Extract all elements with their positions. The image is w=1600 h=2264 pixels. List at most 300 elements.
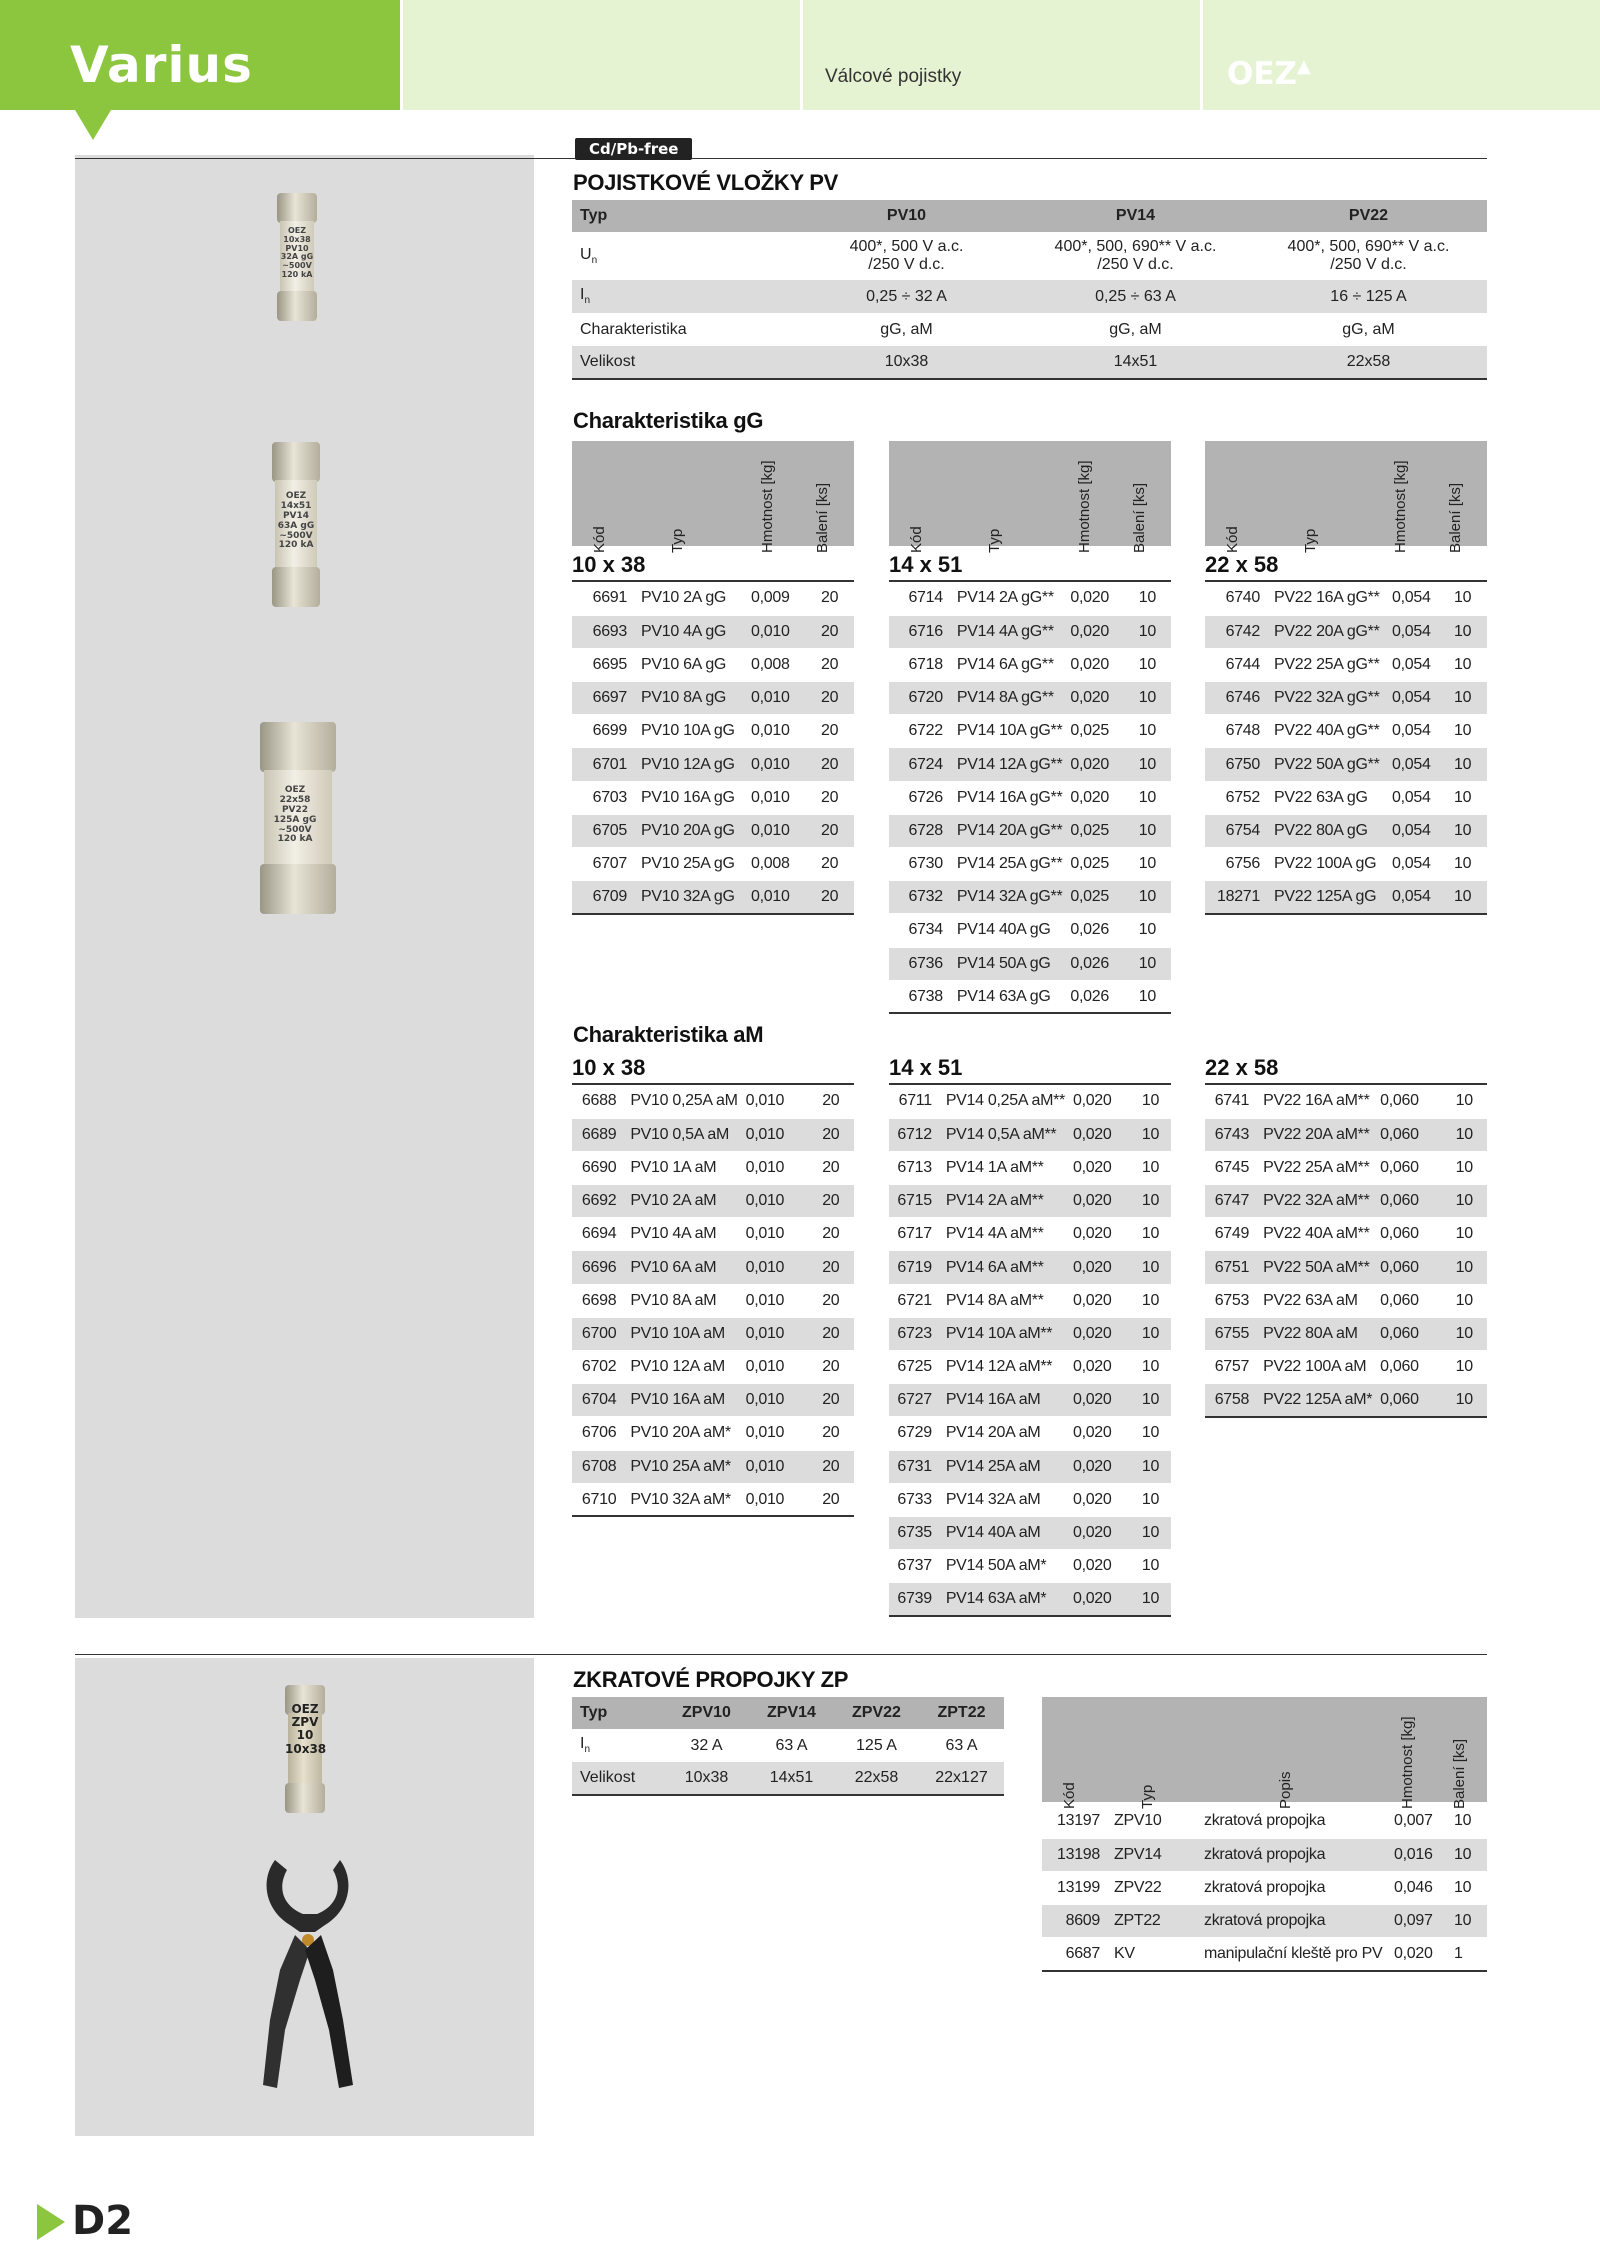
table-cell: 6729 <box>889 1417 942 1450</box>
table-cell: 6719 <box>889 1251 942 1284</box>
column-header-hmot: Hmotnost [kg] <box>1399 1716 1416 1809</box>
table-cell: 20 <box>818 1151 854 1184</box>
table-cell: 6718 <box>889 648 953 681</box>
spec-row <box>572 280 1487 313</box>
table-cell: 6711 <box>889 1085 942 1118</box>
table-cell: 10 <box>1138 1351 1171 1384</box>
spec-value: 22x58 <box>1250 346 1487 379</box>
table-cell: 10 <box>1450 682 1487 715</box>
table-row <box>889 1417 1171 1450</box>
table-cell: ZPV10 <box>1110 1805 1200 1838</box>
table-cell: 0,020 <box>1069 1251 1138 1284</box>
gg-table-2 <box>1205 582 1487 915</box>
table-cell: PV22 63A aM <box>1259 1284 1376 1317</box>
spec-head: PV10 <box>792 200 1021 232</box>
table-cell: PV14 6A gG** <box>953 648 1067 681</box>
size-group-title: 10 x 38 <box>572 1055 854 1085</box>
table-cell: PV10 20A gG <box>637 814 747 847</box>
table-cell: 0,020 <box>1066 682 1134 715</box>
table-cell: 0,046 <box>1390 1871 1450 1904</box>
table-cell: 20 <box>818 1118 854 1151</box>
table-cell: PV22 40A gG** <box>1270 715 1388 748</box>
table-cell: 0,020 <box>1069 1483 1138 1516</box>
table-cell: PV14 10A gG** <box>953 715 1067 748</box>
table-cell: 6737 <box>889 1550 942 1583</box>
table-row <box>572 781 854 814</box>
table-cell: 6747 <box>1205 1185 1259 1218</box>
column-header-bal: Balení [ks] <box>1447 482 1464 553</box>
table-cell: PV10 2A aM <box>626 1185 741 1218</box>
table-cell: PV14 32A aM <box>942 1483 1069 1516</box>
spec-value: 400*, 500 V a.c. /250 V d.c. <box>849 238 964 273</box>
table-row <box>572 848 854 881</box>
table-row <box>1042 1871 1487 1904</box>
table-cell: 20 <box>817 582 854 615</box>
table-row <box>889 980 1171 1013</box>
table-cell: 0,020 <box>1069 1118 1138 1151</box>
table-cell: 10 <box>1138 1450 1171 1483</box>
table-cell: 0,010 <box>742 1118 819 1151</box>
spec-label <box>572 313 792 346</box>
table-cell: 6699 <box>572 715 637 748</box>
table-cell: PV22 100A aM <box>1259 1351 1376 1384</box>
table-row <box>889 1483 1171 1516</box>
table-row <box>1205 1317 1487 1350</box>
table-cell: PV10 25A gG <box>637 848 747 881</box>
table-cell: PV10 6A gG <box>637 648 747 681</box>
divider <box>75 1654 1487 1655</box>
table-cell: 0,060 <box>1376 1251 1451 1284</box>
table-cell: 6708 <box>572 1450 626 1483</box>
table-cell: PV14 20A aM <box>942 1417 1069 1450</box>
table-cell: 10 <box>1452 1351 1487 1384</box>
table-cell: 6703 <box>572 781 637 814</box>
table-cell: PV22 80A gG <box>1270 814 1388 847</box>
table-cell: 6717 <box>889 1218 942 1251</box>
table-cell: 0,020 <box>1069 1085 1138 1118</box>
fuse-pliers-image <box>255 1840 365 2106</box>
table-row <box>889 1085 1171 1118</box>
table-cell: 10 <box>1135 814 1171 847</box>
table-cell: PV22 20A aM** <box>1259 1118 1376 1151</box>
table-cell: 6696 <box>572 1251 626 1284</box>
table-cell: 0,025 <box>1066 848 1134 881</box>
table-cell: 10 <box>1135 781 1171 814</box>
table-cell: 0,010 <box>742 1185 819 1218</box>
table-cell: ZPV14 <box>1110 1838 1200 1871</box>
table-cell: 0,025 <box>1066 881 1134 914</box>
table-cell: 20 <box>818 1185 854 1218</box>
table-cell: 20 <box>817 748 854 781</box>
table-cell: 1 <box>1450 1938 1487 1971</box>
table-row <box>572 715 854 748</box>
table-row <box>572 1118 854 1151</box>
table-row <box>1205 1118 1487 1151</box>
spec-label-text: Velikost <box>580 1769 636 1787</box>
spec-value: 125 A <box>856 1736 897 1754</box>
table-cell: PV10 10A aM <box>626 1317 741 1350</box>
spec-value: gG, aM <box>880 320 933 338</box>
table-cell: 6697 <box>572 682 637 715</box>
table-row <box>1205 1351 1487 1384</box>
spec-value: 63 A <box>775 1736 808 1754</box>
table-cell: 6693 <box>572 615 637 648</box>
table-cell: PV14 32A gG** <box>953 881 1067 914</box>
column-header-typ: Typ <box>1302 528 1319 553</box>
table-cell: 10 <box>1135 881 1171 914</box>
table-cell: PV22 50A gG** <box>1270 748 1388 781</box>
table-cell: 6690 <box>572 1151 626 1184</box>
spec-label-text: U <box>580 245 592 263</box>
table-cell: PV14 50A aM* <box>942 1550 1069 1583</box>
table-cell: 10 <box>1450 1905 1487 1938</box>
table-row <box>889 1351 1171 1384</box>
table-cell: 6743 <box>1205 1118 1259 1151</box>
table-cell: 10 <box>1138 1516 1171 1549</box>
table-cell: ZPT22 <box>1110 1905 1200 1938</box>
table-cell: 0,060 <box>1376 1384 1451 1417</box>
table-row <box>572 1284 854 1317</box>
table-cell: PV14 20A gG** <box>953 814 1067 847</box>
table-cell: 10 <box>1452 1151 1487 1184</box>
table-row <box>889 615 1171 648</box>
column-header-hmot: Hmotnost [kg] <box>1392 460 1409 553</box>
column-header-typ: Typ <box>669 528 686 553</box>
table-cell: 6736 <box>889 947 953 980</box>
table-cell: 6744 <box>1205 648 1270 681</box>
column-header-bal: Balení [ks] <box>1131 482 1148 553</box>
table-cell: 0,010 <box>742 1351 819 1384</box>
table-cell: zkratová propojka <box>1200 1838 1390 1871</box>
table-cell: 10 <box>1452 1218 1487 1251</box>
table-row <box>889 1118 1171 1151</box>
table-cell: PV14 4A aM** <box>942 1218 1069 1251</box>
table-cell: 20 <box>818 1317 854 1350</box>
table-cell: 10 <box>1138 1085 1171 1118</box>
table-row <box>572 1417 854 1450</box>
fuse-pv14-image <box>272 442 320 607</box>
table-cell: 10 <box>1138 1185 1171 1218</box>
table-cell: 6738 <box>889 980 953 1013</box>
table-cell: 6727 <box>889 1384 942 1417</box>
table-cell: 6691 <box>572 582 637 615</box>
table-cell: 6732 <box>889 881 953 914</box>
table-cell: PV22 32A aM** <box>1259 1185 1376 1218</box>
size-group-title: 22 x 58 <box>1205 1055 1487 1085</box>
table-cell: 0,026 <box>1066 914 1134 947</box>
table-cell: PV10 8A gG <box>637 682 747 715</box>
table-cell: PV14 63A aM* <box>942 1583 1069 1616</box>
table-cell: 0,025 <box>1066 715 1134 748</box>
table-cell: 10 <box>1452 1251 1487 1284</box>
table-cell: 0,020 <box>1069 1151 1138 1184</box>
table-cell: PV14 16A aM <box>942 1384 1069 1417</box>
table-cell: 10 <box>1452 1185 1487 1218</box>
table-cell: 6757 <box>1205 1351 1259 1384</box>
spec-row <box>572 232 1487 280</box>
table-cell: PV14 10A aM** <box>942 1317 1069 1350</box>
table-row <box>889 1516 1171 1549</box>
table-row <box>1205 648 1487 681</box>
table-cell: 0,054 <box>1388 781 1450 814</box>
table-cell: 0,020 <box>1069 1417 1138 1450</box>
spec-label <box>572 346 792 379</box>
table-cell: 8609 <box>1042 1905 1110 1938</box>
table-cell: 20 <box>818 1251 854 1284</box>
table-cell: 0,010 <box>742 1151 819 1184</box>
table-cell: PV10 10A gG <box>637 715 747 748</box>
table-cell: 10 <box>1450 781 1487 814</box>
table-cell: 0,020 <box>1066 615 1134 648</box>
table-cell: PV22 40A aM** <box>1259 1218 1376 1251</box>
table-row <box>572 1085 854 1118</box>
oez-logo <box>1227 56 1311 92</box>
spec-label-text: Velikost <box>580 353 636 371</box>
spec-label <box>572 1729 664 1762</box>
table-cell: 0,054 <box>1388 615 1450 648</box>
table-cell: 0,007 <box>1390 1805 1450 1838</box>
table-row <box>889 914 1171 947</box>
table-cell: 0,020 <box>1069 1384 1138 1417</box>
table-cell: 0,020 <box>1390 1938 1450 1971</box>
table-cell: manipulační kleště pro PV <box>1200 1938 1390 1971</box>
page-header <box>0 0 1600 110</box>
table-cell: 0,060 <box>1376 1218 1451 1251</box>
spec-row <box>572 313 1487 346</box>
table-cell: PV10 2A gG <box>637 582 747 615</box>
table-row <box>889 1550 1171 1583</box>
column-header-hmot: Hmotnost [kg] <box>759 460 776 553</box>
table-cell: PV14 8A gG** <box>953 682 1067 715</box>
table-cell: 0,020 <box>1069 1516 1138 1549</box>
gg-title: Charakteristika gG <box>573 408 764 433</box>
table-row <box>572 748 854 781</box>
table-cell: 0,010 <box>742 1218 819 1251</box>
table-cell: 0,060 <box>1376 1085 1451 1118</box>
table-row <box>889 947 1171 980</box>
table-cell: 0,020 <box>1066 582 1134 615</box>
table-cell: PV10 32A gG <box>637 881 747 914</box>
table-cell: 10 <box>1138 1550 1171 1583</box>
table-cell: PV22 63A gG <box>1270 781 1388 814</box>
pv-title: POJISTKOVÉ VLOŽKY PV <box>573 170 838 195</box>
table-row <box>889 1284 1171 1317</box>
link-zpv10-image <box>285 1685 325 1813</box>
table-cell: 0,025 <box>1066 814 1134 847</box>
spec-value: gG, aM <box>1109 320 1162 338</box>
table-cell: 0,010 <box>747 881 817 914</box>
table-cell: 0,008 <box>747 648 817 681</box>
table-row <box>572 582 854 615</box>
table-cell: 0,010 <box>742 1384 819 1417</box>
column-header-block <box>1205 441 1487 553</box>
table-row <box>1205 715 1487 748</box>
table-row <box>1205 881 1487 914</box>
table-row <box>889 648 1171 681</box>
table-cell: 20 <box>817 615 854 648</box>
table-cell: 6714 <box>889 582 953 615</box>
spec-head: PV14 <box>1021 200 1250 232</box>
table-cell: 6745 <box>1205 1151 1259 1184</box>
table-row <box>1042 1805 1487 1838</box>
table-cell: PV10 6A aM <box>626 1251 741 1284</box>
table-row <box>889 881 1171 914</box>
table-row <box>889 781 1171 814</box>
table-cell: KV <box>1110 1938 1200 1971</box>
table-cell: PV10 12A aM <box>626 1351 741 1384</box>
table-cell: 0,010 <box>747 682 817 715</box>
table-cell: PV22 100A gG <box>1270 848 1388 881</box>
table-row <box>1205 748 1487 781</box>
table-cell: 6733 <box>889 1483 942 1516</box>
spec-value: 0,25 ÷ 32 A <box>792 280 1021 313</box>
table-cell: 0,097 <box>1390 1905 1450 1938</box>
table-cell: 13199 <box>1042 1871 1110 1904</box>
table-cell: 10 <box>1138 1151 1171 1184</box>
table-cell: 10 <box>1138 1284 1171 1317</box>
table-cell: PV14 0,25A aM** <box>942 1085 1069 1118</box>
table-cell: 6707 <box>572 848 637 881</box>
table-cell: 10 <box>1138 1483 1171 1516</box>
am-table-2 <box>1205 1085 1487 1418</box>
fuse-pv22-image <box>260 722 336 914</box>
column-header-hmot: Hmotnost [kg] <box>1076 460 1093 553</box>
spec-head: ZPT22 <box>919 1697 1004 1729</box>
spec-label <box>572 1762 664 1795</box>
table-cell: 6713 <box>889 1151 942 1184</box>
table-row <box>889 1317 1171 1350</box>
table-cell: 10 <box>1135 980 1171 1013</box>
table-cell: 20 <box>817 781 854 814</box>
table-cell: PV14 4A gG** <box>953 615 1067 648</box>
table-cell: PV14 25A gG** <box>953 848 1067 881</box>
table-row <box>572 1483 854 1516</box>
logo-triangle-icon: ▲ <box>1297 56 1311 77</box>
table-cell: PV14 12A aM** <box>942 1351 1069 1384</box>
table-cell: 10 <box>1135 947 1171 980</box>
table-cell: 0,020 <box>1069 1550 1138 1583</box>
table-row <box>1205 814 1487 847</box>
table-cell: 0,060 <box>1376 1284 1451 1317</box>
table-cell: 0,020 <box>1069 1317 1138 1350</box>
table-cell: 10 <box>1450 1838 1487 1871</box>
spec-value: gG, aM <box>1342 320 1395 338</box>
column-header-block <box>572 441 854 553</box>
size-group-title: 22 x 58 <box>1205 552 1487 582</box>
table-cell: 10 <box>1450 881 1487 914</box>
table-cell: 6726 <box>889 781 953 814</box>
table-row <box>572 1450 854 1483</box>
table-cell: 10 <box>1452 1317 1487 1350</box>
size-group-title: 10 x 38 <box>572 552 854 582</box>
table-row <box>889 748 1171 781</box>
table-cell: 6741 <box>1205 1085 1259 1118</box>
table-row <box>572 682 854 715</box>
table-cell: 6687 <box>1042 1938 1110 1971</box>
spec-value: 400*, 500, 690** V a.c. /250 V d.c. <box>1054 238 1217 273</box>
table-row <box>1205 1185 1487 1218</box>
spec-head: ZPV14 <box>749 1697 834 1729</box>
table-cell: PV10 4A gG <box>637 615 747 648</box>
table-cell: 20 <box>818 1085 854 1118</box>
table-cell: 10 <box>1138 1317 1171 1350</box>
table-cell: 0,010 <box>747 715 817 748</box>
zp-spec-table <box>572 1697 1004 1796</box>
brand-title: Varius <box>70 36 253 94</box>
table-cell: 6723 <box>889 1317 942 1350</box>
spec-row <box>572 1762 1004 1795</box>
table-cell: 0,026 <box>1066 980 1134 1013</box>
table-cell: 10 <box>1135 748 1171 781</box>
table-row <box>889 1450 1171 1483</box>
spec-label <box>572 280 792 313</box>
table-cell: 0,060 <box>1376 1151 1451 1184</box>
table-cell: 0,010 <box>742 1483 819 1516</box>
table-cell: 10 <box>1138 1251 1171 1284</box>
table-cell: 6746 <box>1205 682 1270 715</box>
spec-head: Typ <box>572 200 792 232</box>
spec-label-text: I <box>580 286 585 304</box>
table-cell: 6725 <box>889 1351 942 1384</box>
table-row <box>572 1185 854 1218</box>
table-cell: 6715 <box>889 1185 942 1218</box>
pv-spec-table <box>572 200 1487 380</box>
table-cell: 0,054 <box>1388 748 1450 781</box>
table-cell: 20 <box>818 1218 854 1251</box>
table-cell: 0,010 <box>742 1284 819 1317</box>
spec-row <box>572 346 1487 379</box>
table-cell: 6720 <box>889 682 953 715</box>
table-cell: 10 <box>1135 615 1171 648</box>
table-cell: PV10 4A aM <box>626 1218 741 1251</box>
link-label: OEZ ZPV 10 10x38 <box>285 1702 327 1756</box>
table-row <box>572 1251 854 1284</box>
table-cell: PV22 80A aM <box>1259 1317 1376 1350</box>
am-table-1 <box>889 1085 1171 1617</box>
table-cell: 10 <box>1450 615 1487 648</box>
table-cell: 0,010 <box>747 615 817 648</box>
table-cell: 0,020 <box>1069 1351 1138 1384</box>
table-cell: 20 <box>817 881 854 914</box>
table-row <box>889 1185 1171 1218</box>
spec-row <box>572 1729 1004 1762</box>
table-cell: 6751 <box>1205 1251 1259 1284</box>
zp-title: ZKRATOVÉ PROPOJKY ZP <box>573 1667 849 1692</box>
table-row <box>572 1351 854 1384</box>
table-cell: 6753 <box>1205 1284 1259 1317</box>
table-cell: 0,020 <box>1069 1450 1138 1483</box>
page-number: D2 <box>72 2198 134 2244</box>
table-cell: 6721 <box>889 1284 942 1317</box>
table-row <box>889 1251 1171 1284</box>
spec-value: 0,25 ÷ 63 A <box>1021 280 1250 313</box>
table-cell: 6742 <box>1205 615 1270 648</box>
table-cell: 6755 <box>1205 1317 1259 1350</box>
size-group-title: 14 x 51 <box>889 1055 1171 1085</box>
table-row <box>1205 1284 1487 1317</box>
logo-block <box>1203 0 1600 110</box>
table-cell: PV22 32A gG** <box>1270 682 1388 715</box>
table-cell: 0,008 <box>747 848 817 881</box>
table-cell: 10 <box>1452 1085 1487 1118</box>
table-cell: 0,020 <box>1066 781 1134 814</box>
table-cell: 0,060 <box>1376 1185 1451 1218</box>
table-cell: PV14 1A aM** <box>942 1151 1069 1184</box>
table-cell: 20 <box>818 1384 854 1417</box>
column-header-popis: Popis <box>1277 1771 1294 1809</box>
table-cell: 6750 <box>1205 748 1270 781</box>
table-cell: 20 <box>817 682 854 715</box>
